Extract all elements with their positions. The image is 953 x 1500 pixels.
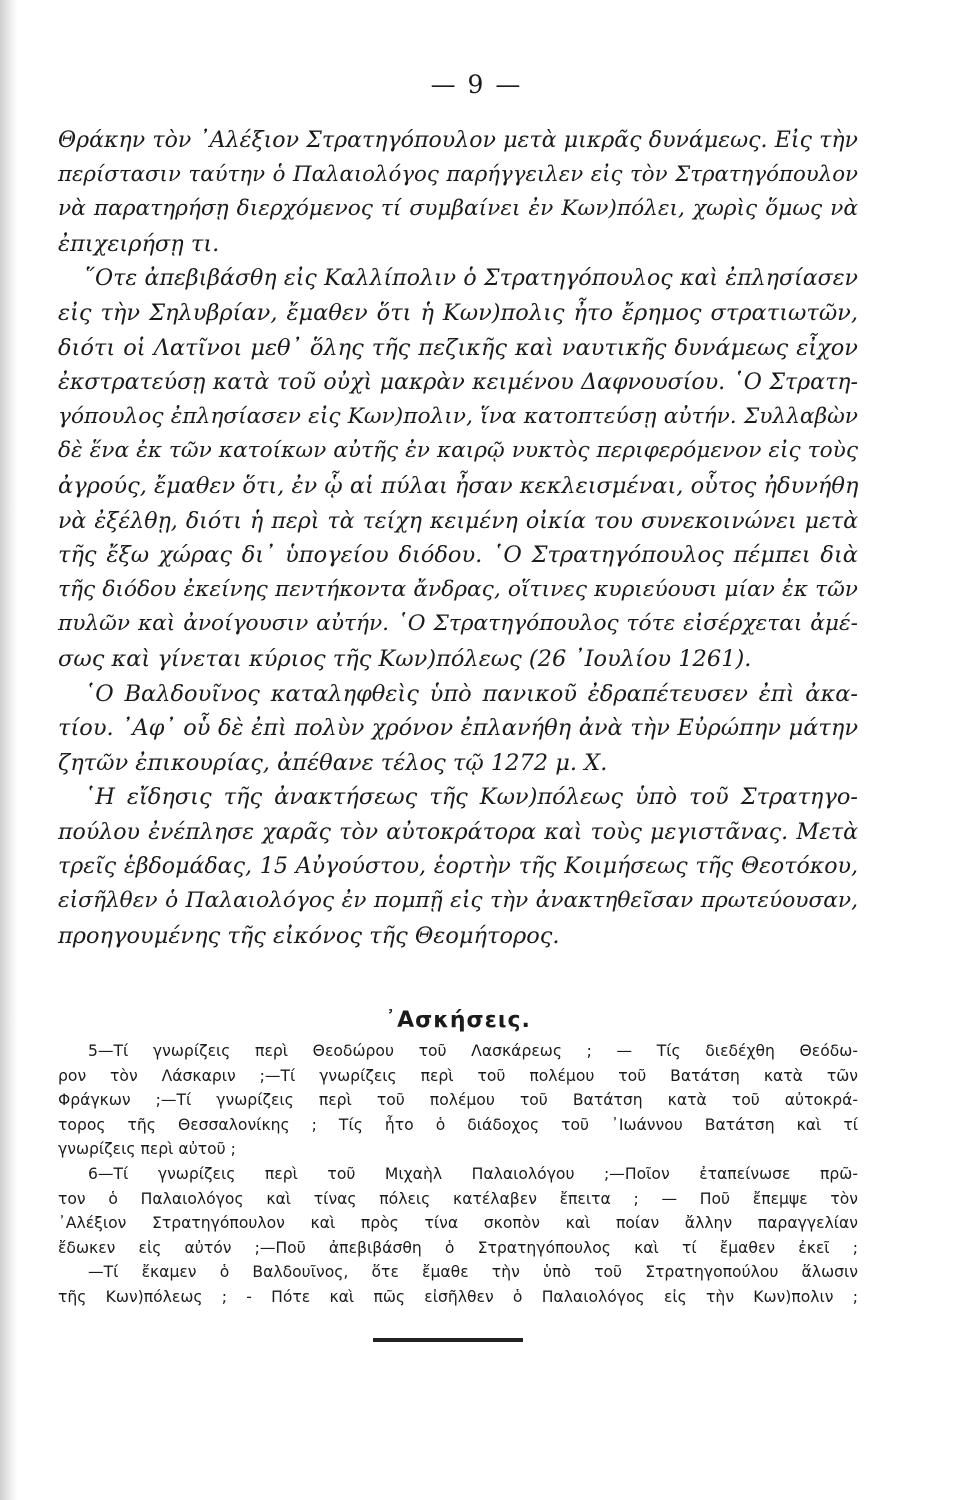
text-line: δὲ ἕνα ἐκ τῶν κατοίκων αὐτῆς ἐν καιρῷ νυκτὸς περιφερόμενον εἰς τοὺς (58, 438, 858, 464)
text-line: εἰς τὴν Σηλυβρίαν, ἔμαθεν ὅτι ἡ Κων)πολις ἦτο ἔρημος στρατιωτῶν, (58, 299, 858, 326)
text-line: τρεῖς ἑβδομάδας, 15 Αὐγούστου, ἑορτὴν τῆς Κοιμήσεως τῆς Θεοτόκου, (58, 853, 858, 880)
text-line: ῞Οτε ἀπεβιβάσθη εἰς Καλλίπολιν ὁ Στρατηγόπουλος καὶ ἐπλησίασεν (84, 265, 858, 292)
text-line: Θράκην τὸν ᾿Αλέξιον Στρατηγόπουλον μετὰ μικρᾶς δυνάμεως. Εἰς τὴν (58, 127, 858, 153)
section-divider-rule (373, 1338, 523, 1342)
exercise-line: 6—Τί γνωρίζεις περὶ τοῦ Μιχαὴλ Παλαιολόγου ;—Ποῖον ἐταπείνωσε πρῶ- (88, 1164, 858, 1183)
text-line: νὰ ἐξέλθῃ, διότι ἡ περὶ τὰ τείχη κειμένη οἰκία του συνεκοινώνει μετὰ (58, 507, 858, 534)
text-line: ἀγρούς, ἔμαθεν ὅτι, ἐν ᾧ αἱ πύλαι ἦσαν κεκλεισμέναι, οὗτος ἠδυνήθη (58, 472, 859, 499)
exercise-line: τον ὁ Παλαιολόγος καὶ τίνας πόλεις κατέλαβεν ἔπειτα ; — Ποῦ ἔπεμψε τὸν (58, 1189, 858, 1208)
text-line: ζητῶν ἐπικουρίας, ἀπέθανε τέλος τῷ 1272 μ. Χ. (58, 749, 608, 776)
exercises-section (58, 1003, 858, 1310)
exercise-line: ᾿Αλέξιον Στρατηγόπουλον καὶ πρὸς τίνα σκοπὸν καὶ ποίαν ἄλλην παραγγελίαν (58, 1214, 858, 1233)
text-line: σως καὶ γίνεται κύριος τῆς Κων)πόλεως (26 ᾿Ιουλίου 1261). (58, 645, 752, 672)
exercise-line: τῆς Κων)πόλεως ; - Πότε καὶ πῶς εἰσῆλθεν ὁ Παλαιολόγος εἰς τὴν Κων)πολιν ; (58, 1287, 858, 1306)
exercise-line: ρον τὸν Λάσκαριν ;—Τί γνωρίζεις περὶ τοῦ πολέμου τοῦ Βατάτση κατὰ τῶν (58, 1066, 858, 1085)
text-line: διότι οἱ Λατῖνοι μεθ᾿ ὅλης τῆς πεζικῆς καὶ ναυτικῆς δυνάμεως εἶχον (58, 334, 858, 361)
text-line: εἰσῆλθεν ὁ Παλαιολόγος ἐν πομπῇ εἰς τὴν ἀνακτηθεῖσαν πρωτεύουσαν, (58, 888, 858, 914)
text-line: τῆς ἔξω χώρας δι᾿ ὑπογείου διόδου. ῾Ο Στρατηγόπουλος πέμπει διὰ (58, 542, 858, 569)
exercise-line: 5—Τί γνωρίζεις περὶ Θεοδώρου τοῦ Λασκάρεως ; — Τίς διεδέχθη Θεόδω- (88, 1042, 858, 1060)
exercise-line: ἔδωκεν εἰς αὐτόν ;—Ποῦ ἀπεβιβάσθη ὁ Στρατηγόπουλος καὶ τί ἔμαθεν ἐκεῖ ; (58, 1238, 858, 1257)
exercise-line: Φράγκων ;—Τί γνωρίζεις περὶ τοῦ πολέμου τοῦ Βατάτση κατὰ τοῦ αὐτοκρά- (58, 1091, 858, 1110)
text-line: περίστασιν ταύτην ὁ Παλαιολόγος παρήγγειλεν εἰς τὸν Στρατηγόπουλον (58, 161, 858, 187)
text-line: τίου. ᾿Αφ᾿ οὗ δὲ ἐπὶ πολὺν χρόνον ἐπλανήθη ἀνὰ τὴν Εὐρώπην μάτην (58, 715, 858, 742)
narrative-text (58, 123, 858, 953)
exercises-heading: ᾿Ασκήσεις. (385, 1008, 531, 1033)
exercise-line: τορος τῆς Θεσσαλονίκης ; Τίς ἦτο ὁ διάδοχος τοῦ ᾿Ιωάννου Βατάτση καὶ τί (58, 1115, 858, 1134)
text-line: γόπουλος ἐπλησίασεν εἰς Κων)πολιν, ἵνα κατοπτεύσῃ αὐτήν. Συλλαβὼν (58, 403, 858, 429)
text-line: προηγουμένης τῆς εἰκόνος τῆς Θεομήτορος. (58, 922, 560, 949)
text-line: ἐπιχειρήσῃ τι. (58, 230, 220, 257)
exercise-line: —Τί ἔκαμεν ὁ Βαλδουῖνος, ὅτε ἔμαθε τὴν ὑπὸ τοῦ Στρατηγοπούλου ἅλωσιν (88, 1263, 858, 1282)
page-binding-shadow (0, 0, 18, 1500)
text-line: πούλου ἐνέπλησε χαρᾶς τὸν αὐτοκράτορα καὶ τοὺς μεγιστᾶνας. Μετὰ (58, 818, 858, 845)
text-line: πυλῶν καὶ ἀνοίγουσιν αὐτήν. ῾Ο Στρατηγόπουλος τότε εἰσέρχεται ἀμέ- (58, 611, 858, 637)
page-number: — 9 — (430, 70, 523, 99)
text-line: ῾Ο Βαλδουῖνος καταληφθεὶς ὑπὸ πανικοῦ ἐδραπέτευσεν ἐπὶ ἀκα- (84, 680, 858, 707)
text-line: ῾Η εἴδησις τῆς ἀνακτήσεως τῆς Κων)πόλεως ὑπὸ τοῦ Στρατηγο- (84, 784, 858, 811)
text-line: τῆς διόδου ἐκείνης πεντήκοντα ἄνδρας, οἵτινες κυριεύουσι μίαν ἐκ τῶν (58, 576, 858, 602)
text-line: νὰ παρατηρήσῃ διερχόμενος τί συμβαίνει ἐν Κων)πόλει, χωρὶς ὅμως νὰ (58, 196, 858, 222)
text-line: ἐκστρατεύσῃ κατὰ τοῦ οὐχὶ μακρὰν κειμένου Δαφνουσίου. ῾Ο Στρατη- (58, 369, 858, 396)
exercise-line: γνωρίζεις περὶ αὐτοῦ ; (58, 1140, 236, 1159)
